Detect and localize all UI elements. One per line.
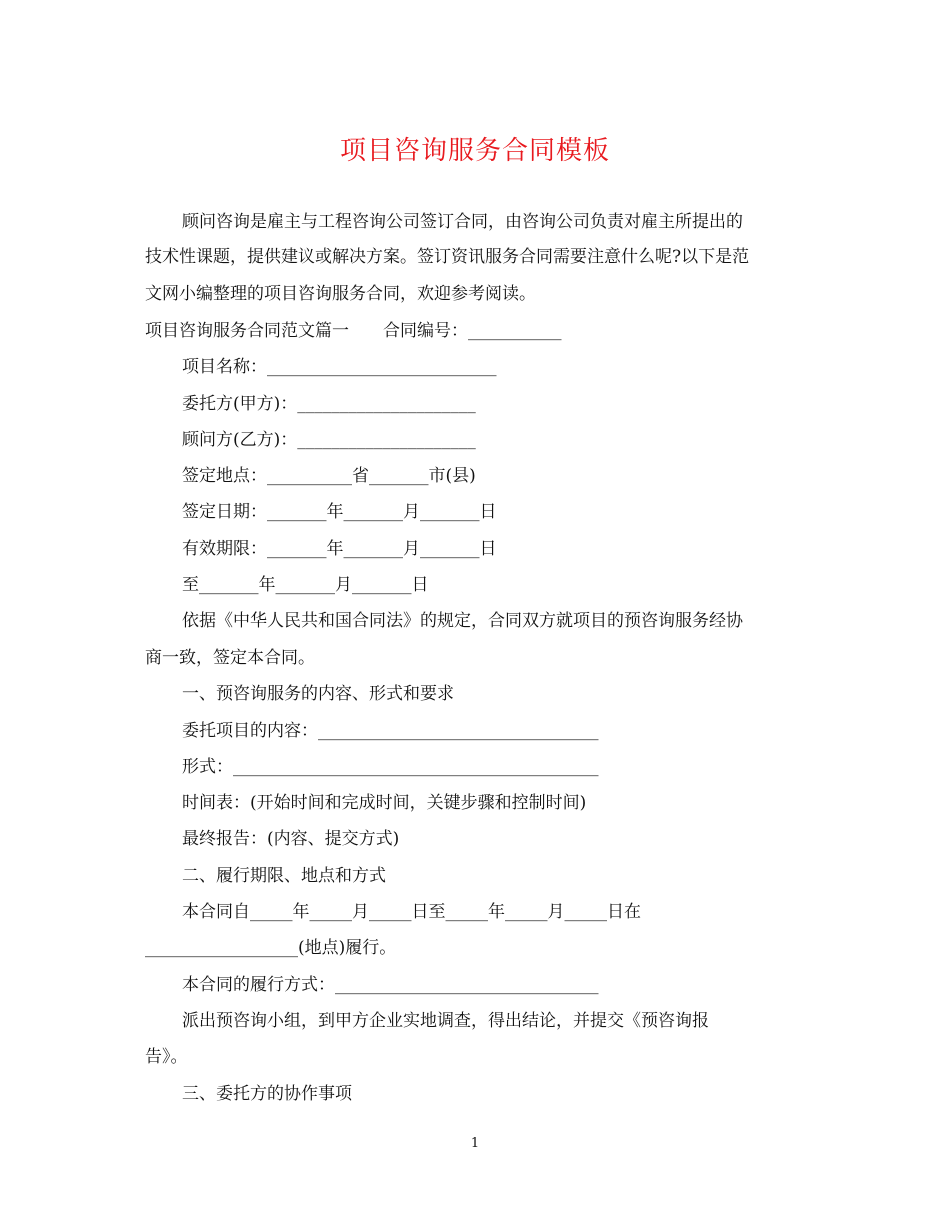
basis-line-1: 依据《中华人民共和国合同法》的规定，合同双方就项目的预咨询服务经协 <box>182 611 743 631</box>
performance-method-line: 本合同的履行方式：_______________________________ <box>182 975 599 995</box>
validity-end-line: 至_______年_______月_______日 <box>182 575 429 595</box>
project-name-line: 项目名称：___________________________ <box>182 357 497 377</box>
term-line-1: 本合同自_____年_____月_____日至_____年_____月_____日在 <box>182 902 641 922</box>
term-line-2: __________________(地点)履行。 <box>145 938 397 958</box>
schedule-line: 时间表：(开始时间和完成时间，关键步骤和控制时间) <box>182 793 587 813</box>
form-line: 形式：___________________________________________ <box>182 757 599 777</box>
intro-line-1: 顾问咨询是雇主与工程咨询公司签订合同，由咨询公司负责对雇主所提出的 <box>182 212 743 232</box>
entrusted-content-line: 委托项目的内容：_________________________________ <box>182 721 599 741</box>
signing-place-line: 签定地点：__________省_______市(县) <box>182 466 476 486</box>
section-3-heading: 三、委托方的协作事项 <box>182 1084 352 1104</box>
team-line-2: 告》。 <box>145 1047 188 1067</box>
document-title: 项目咨询服务合同模板 <box>339 136 610 166</box>
team-line-1: 派出预咨询小组，到甲方企业实地调查，得出结论，并提交《预咨询报 <box>182 1011 709 1031</box>
page-number: 1 <box>470 1136 480 1151</box>
validity-line: 有效期限：_______年_______月_______日 <box>182 539 497 559</box>
party-b-line: 顾问方(乙方)：_____________________ <box>182 430 476 450</box>
party-a-line: 委托方(甲方)：_____________________ <box>182 394 476 414</box>
intro-line-3: 文网小编整理的项目咨询服务合同，欢迎参考阅读。 <box>145 284 536 304</box>
final-report-line: 最终报告：(内容、提交方式) <box>182 829 400 849</box>
intro-line-2: 技术性课题，提供建议或解决方案。签订资讯服务合同需要注意什么呢?以下是范 <box>145 247 750 267</box>
section-1-heading: 一、预咨询服务的内容、形式和要求 <box>182 684 454 704</box>
signing-date-line: 签定日期：_______年_______月_______日 <box>182 502 497 522</box>
basis-line-2: 商一致，签定本合同。 <box>145 648 315 668</box>
section-2-heading: 二、履行期限、地点和方式 <box>182 866 386 886</box>
contract-heading-line: 项目咨询服务合同范文篇一 合同编号：___________ <box>145 321 562 341</box>
